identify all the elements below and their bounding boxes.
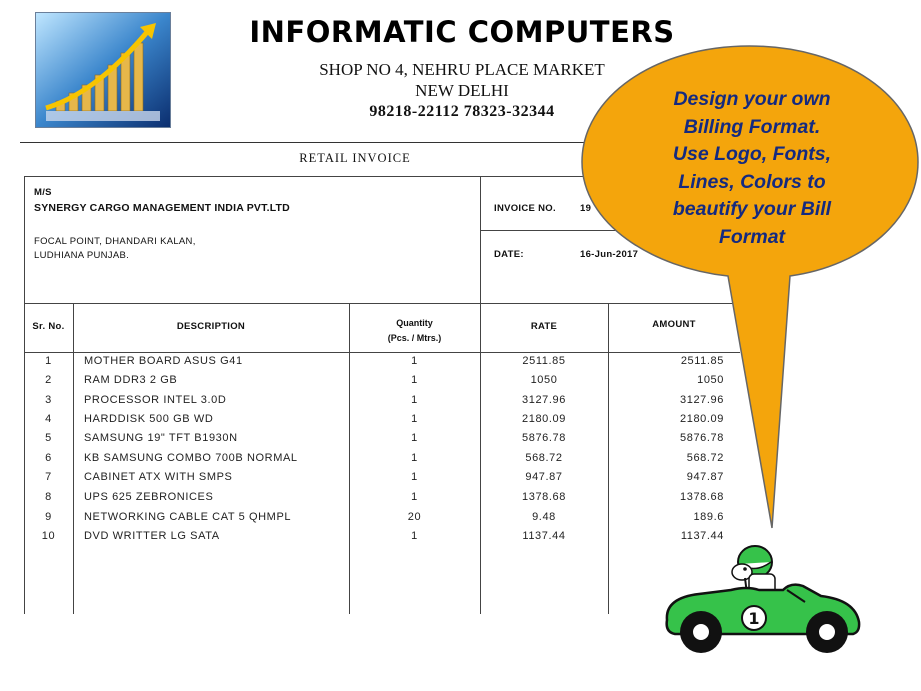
item-description: SAMSUNG 19" TFT B1930N: [84, 432, 238, 444]
item-rate: 568.72: [525, 452, 563, 464]
callout-line: Use Logo, Fonts,: [672, 143, 832, 165]
customer-prefix: M/S: [34, 187, 52, 198]
item-rate: 2511.85: [522, 355, 566, 367]
table-divider-sr: [73, 303, 74, 614]
item-quantity: 1: [411, 491, 418, 503]
race-car-icon: [655, 540, 869, 658]
item-sr: 4: [45, 413, 52, 425]
col-header-amount: AMOUNT: [652, 319, 696, 330]
item-quantity: 1: [411, 413, 418, 425]
callout-line: Lines, Colors to: [678, 170, 826, 193]
item-rate: 947.87: [525, 471, 563, 483]
callout-text: [622, 86, 882, 251]
item-rate: 2180.09: [522, 413, 566, 425]
callout-line: Billing Format.: [683, 115, 821, 138]
item-amount: 1050: [697, 374, 724, 386]
item-sr: 8: [45, 491, 52, 503]
item-rate: 1137.44: [522, 530, 566, 542]
item-amount: 3127.96: [680, 394, 724, 406]
item-description: CABINET ATX WITH SMPS: [84, 471, 233, 483]
invoice-no-value: 19: [580, 203, 592, 214]
company-name: INFORMATIC COMPUTERS: [249, 15, 675, 49]
callout-line: beautify your Bill: [672, 198, 832, 220]
item-sr: 2: [45, 374, 52, 386]
item-description: HARDDISK 500 GB WD: [84, 413, 214, 425]
item-description: UPS 625 ZEBRONICES: [84, 491, 214, 503]
item-description: RAM DDR3 2 GB: [84, 374, 178, 386]
item-description: PROCESSOR INTEL 3.0D: [84, 394, 227, 406]
item-description: DVD WRITTER LG SATA: [84, 530, 220, 542]
growth-chart-icon: [36, 13, 170, 127]
invoice-date-label: DATE:: [494, 249, 524, 260]
callout-line: Format: [718, 225, 786, 248]
car-number: 1: [748, 609, 760, 628]
invoice-title: RETAIL INVOICE: [299, 151, 411, 165]
item-quantity: 1: [411, 471, 418, 483]
item-quantity: 1: [411, 374, 418, 386]
item-sr: 7: [45, 471, 52, 483]
col-header-quantity: Quantity: [396, 318, 433, 328]
item-sr: 9: [45, 511, 52, 523]
item-amount: 1137.44: [680, 530, 724, 542]
customer-address-line1: FOCAL POINT, DHANDARI KALAN,: [34, 236, 196, 247]
item-sr: 3: [45, 394, 52, 406]
item-rate: 9.48: [532, 511, 556, 523]
invoice-date-value: 16-Jun-2017: [580, 249, 639, 260]
item-rate: 1050: [530, 374, 558, 386]
item-quantity: 1: [411, 452, 418, 464]
item-amount: 568.72: [686, 452, 724, 464]
company-address-line2: NEW DELHI: [415, 81, 509, 100]
item-amount: 189.6: [693, 511, 724, 523]
item-amount: 2180.09: [680, 413, 724, 425]
col-header-description: DESCRIPTION: [176, 321, 246, 332]
col-header-quantity-unit: (Pcs. / Mtrs.): [387, 333, 442, 343]
item-amount: 5876.78: [680, 432, 724, 444]
item-description: NETWORKING CABLE CAT 5 QHMPL: [84, 511, 292, 523]
company-phones: 98218-22112 78323-32344: [369, 103, 555, 120]
item-quantity: 1: [411, 394, 418, 406]
item-amount: 2511.85: [680, 355, 724, 367]
item-sr: 5: [45, 432, 52, 444]
item-amount: 947.87: [686, 471, 724, 483]
item-quantity: 1: [411, 530, 418, 542]
item-amount: 1378.68: [680, 491, 724, 503]
invoice-no-label: INVOICE NO.: [494, 203, 556, 214]
company-logo: [35, 12, 171, 128]
item-description: KB SAMSUNG COMBO 700B NORMAL: [84, 452, 298, 464]
item-sr: 1: [45, 355, 52, 367]
item-rate: 1378.68: [522, 491, 566, 503]
item-quantity: 1: [411, 432, 418, 444]
item-description: MOTHER BOARD ASUS G41: [84, 355, 243, 367]
item-sr: 6: [45, 452, 52, 464]
customer-name: SYNERGY CARGO MANAGEMENT INDIA PVT.LTD: [34, 202, 290, 214]
item-rate: 3127.96: [522, 394, 566, 406]
item-rate: 5876.78: [522, 432, 566, 444]
item-quantity: 20: [407, 511, 422, 523]
company-address-line1: SHOP NO 4, NEHRU PLACE MARKET: [319, 60, 605, 79]
item-quantity: 1: [411, 355, 418, 367]
col-header-sr: Sr. No.: [32, 321, 65, 332]
item-sr: 10: [41, 530, 56, 542]
callout-line: Design your own: [673, 88, 831, 110]
customer-address-line2: LUDHIANA PUNJAB.: [34, 250, 130, 261]
col-header-rate: RATE: [530, 321, 558, 332]
